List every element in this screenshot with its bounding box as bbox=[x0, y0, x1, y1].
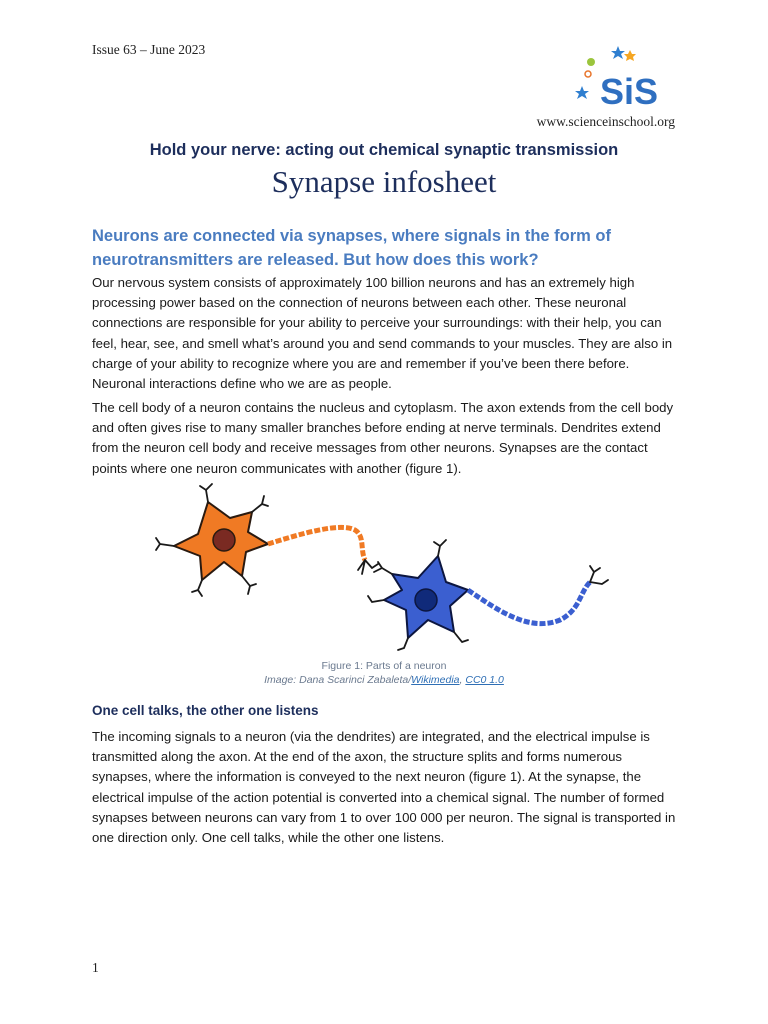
body-paragraph: The incoming signals to a neuron (via the dendrites) are integrated, and the electrical impulse is transmitted along the axon. At the end of the axon, the structure splits and forms numerous synapses, where the information is conveyed to the next neuron (figure 1). At the synapse, the electrical impulse of the action potential is converted into a chemical signal. The number of formed synapses between neurons can vary from 1 to over 100 000 per neuron. The signal is transported in one direction only. One cell talks, while the other one listens. bbox=[92, 729, 676, 846]
article-subtitle: Hold your nerve: acting out chemical synaptic transmission bbox=[149, 141, 619, 159]
issue-label: Issue 63 – June 2023 bbox=[92, 42, 206, 57]
credit-separator: , bbox=[459, 674, 466, 686]
neuron-figure bbox=[150, 482, 620, 654]
axon bbox=[268, 527, 365, 560]
nucleus bbox=[415, 589, 437, 611]
atom-icon bbox=[585, 71, 591, 77]
lead-heading: Neurons are connected via synapses, where signals in the form of neurotransmitters are released. But how does this work? bbox=[92, 227, 611, 269]
page-title: Synapse infosheet bbox=[271, 164, 497, 199]
star-icon bbox=[575, 86, 589, 99]
star-icon bbox=[611, 46, 625, 59]
axon-terminal bbox=[590, 566, 608, 584]
body-paragraph: The cell body of a neuron contains the nucleus and cytoplasm. The axon extends from the cell body and often gives rise to many smaller branches before ending at nerve terminals. Dendrites extend from the neuron cell body and receive messages from other neurons. Synapses are the contact points where one neuron communicates with another (figure 1). bbox=[92, 400, 674, 476]
nucleus bbox=[213, 529, 235, 551]
section-heading: One cell talks, the other one listens bbox=[92, 703, 319, 718]
flask-icon bbox=[587, 58, 595, 66]
wikimedia-link[interactable]: Wikimedia bbox=[411, 674, 460, 686]
license-link[interactable]: CC0 1.0 bbox=[465, 674, 504, 686]
site-url: www.scienceinschool.org bbox=[536, 114, 675, 129]
image-credit bbox=[0, 673, 768, 687]
body-paragraph: Our nervous system consists of approximately 100 billion neurons and has an extremely high processing power based on the connection of neurons between each other. These neuronal connections are responsible for your ability to perceive your surroundings: with their help, you can feel, hear, see, and smell what’s around you and send commands to your muscles. They are also in charge of your ability to recognize where you are and remember if you’ve been there before. Neuronal interactions define who we are as people. bbox=[92, 275, 673, 392]
star-icon bbox=[624, 50, 636, 61]
page-number: 1 bbox=[92, 960, 99, 975]
logo-text: SiS bbox=[600, 71, 659, 112]
caption-text: Figure 1: Parts of a neuron bbox=[321, 660, 447, 672]
neuron-orange bbox=[156, 484, 378, 596]
credit-prefix: Image: Dana Scarinci Zabaleta/ bbox=[264, 674, 412, 686]
neuron-blue bbox=[368, 540, 608, 650]
axon bbox=[468, 582, 590, 624]
figure-caption bbox=[0, 659, 768, 687]
sis-logo bbox=[570, 40, 680, 112]
